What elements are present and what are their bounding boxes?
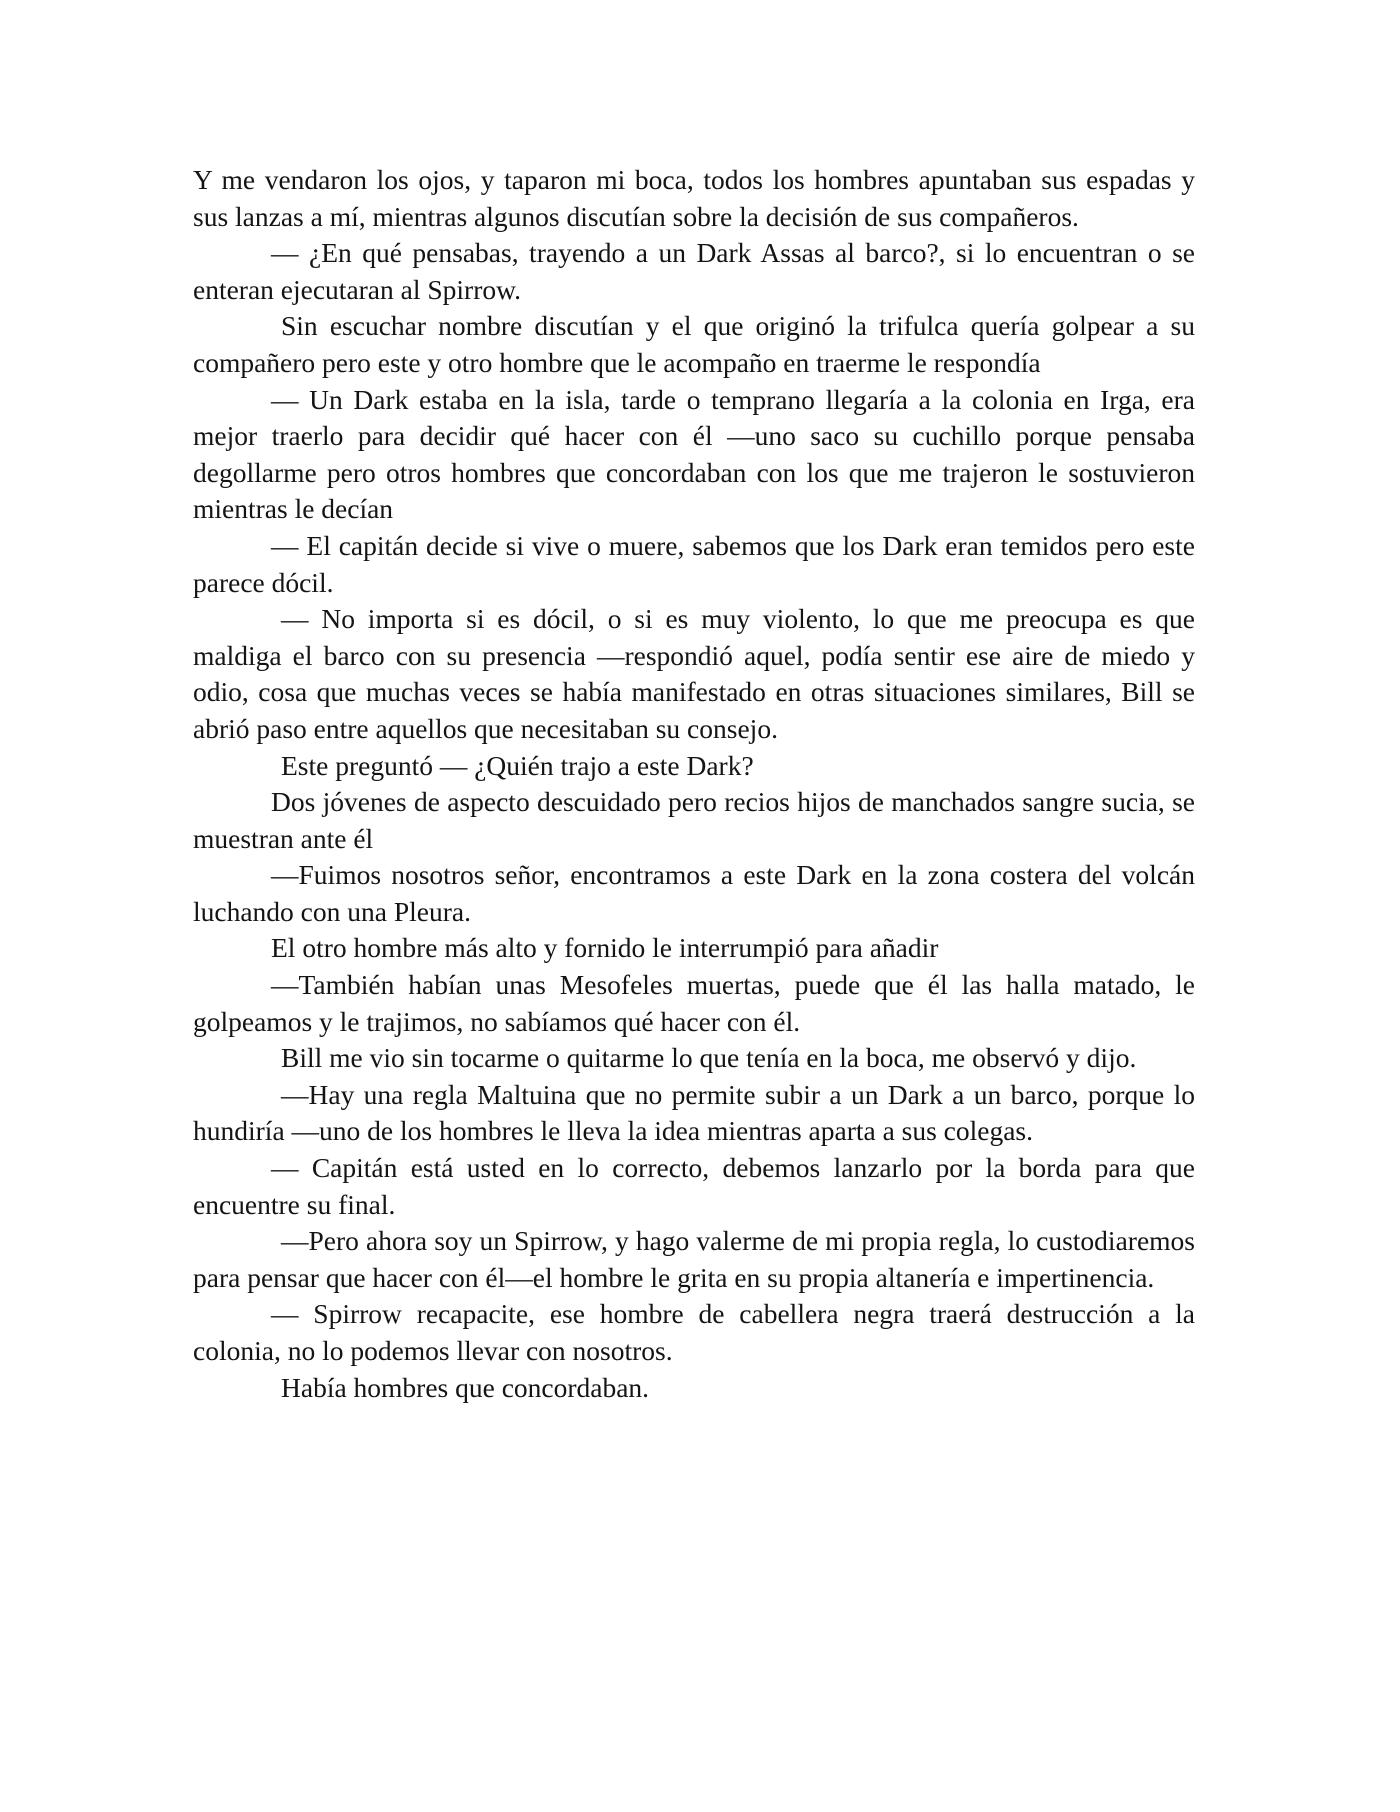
paragraph: Este preguntó — ¿Quién trajo a este Dark? <box>281 749 754 781</box>
paragraph: Y me vendaron los ojos, y taparon mi boca, todos los hombres apuntaban sus espadas y sus lanzas a mí, mientras algunos discutían sobre la decisión de sus compañeros. <box>193 164 1195 232</box>
paragraph: Había hombres que concordaban. <box>281 1371 650 1403</box>
paragraph: Sin escuchar nombre discutían y el que originó la trifulca quería golpear a su compañero pero este y otro hombre que le acompaño en traerme le respondía <box>193 310 1195 378</box>
page-text <box>193 162 1195 1406</box>
paragraph: Bill me vio sin tocarme o quitarme lo que tenía en la boca, me observó y dijo. <box>281 1042 1137 1074</box>
paragraph: — Capitán está usted en lo correcto, debemos lanzarlo por la borda para que encuentre su final. <box>193 1152 1195 1220</box>
paragraph: —Hay una regla Maltuina que no permite subir a un Dark a un barco, porque lo hundiría —uno de los hombres le lleva la idea mientras aparta a sus colegas. <box>193 1078 1195 1147</box>
paragraph: — ¿En qué pensabas, trayendo a un Dark Assas al barco?, si lo encuentran o se enteran ejecutaran al Spirrow. <box>193 237 1195 305</box>
paragraph: —Pero ahora soy un Spirrow, y hago valerme de mi propia regla, lo custodiaremos para pensar que hacer con él—el hombre le grita en su propia altanería e impertinencia. <box>193 1225 1195 1293</box>
paragraph: El otro hombre más alto y fornido le interrumpió para añadir <box>271 932 939 964</box>
paragraph: — Spirrow recapacite, ese hombre de cabellera negra traerá destrucción a la colonia, no lo podemos llevar con nosotros. <box>193 1298 1195 1366</box>
paragraph: — El capitán decide si vive o muere, sabemos que los Dark eran temidos pero este parece dócil. <box>193 529 1195 598</box>
paragraph: — Un Dark estaba en la isla, tarde o temprano llegaría a la colonia en Irga, era mejor traerlo para decidir qué hacer con él —uno saco su cuchillo porque pensaba degollarme pero otros hombres que concordaban con los que me trajeron le sostuvieron mientras le decían <box>193 383 1195 525</box>
paragraph: — No importa si es dócil, o si es muy violento, lo que me preocupa es que maldiga el barco con su presencia —respondió aquel, podía sentir ese aire de miedo y odio, cosa que muchas veces se había manifestado en otras situaciones similares, Bill se abrió paso entre aquellos que necesitaban su consejo. <box>193 603 1195 744</box>
paragraph: —También habían unas Mesofeles muertas, puede que él las halla matado, le golpeamos y le trajimos, no sabíamos qué hacer con él. <box>193 969 1195 1037</box>
paragraph: Dos jóvenes de aspecto descuidado pero recios hijos de manchados sangre sucia, se muestran ante él <box>193 786 1195 854</box>
paragraph: —Fuimos nosotros señor, encontramos a este Dark en la zona costera del volcán luchando con una Pleura. <box>193 859 1195 927</box>
